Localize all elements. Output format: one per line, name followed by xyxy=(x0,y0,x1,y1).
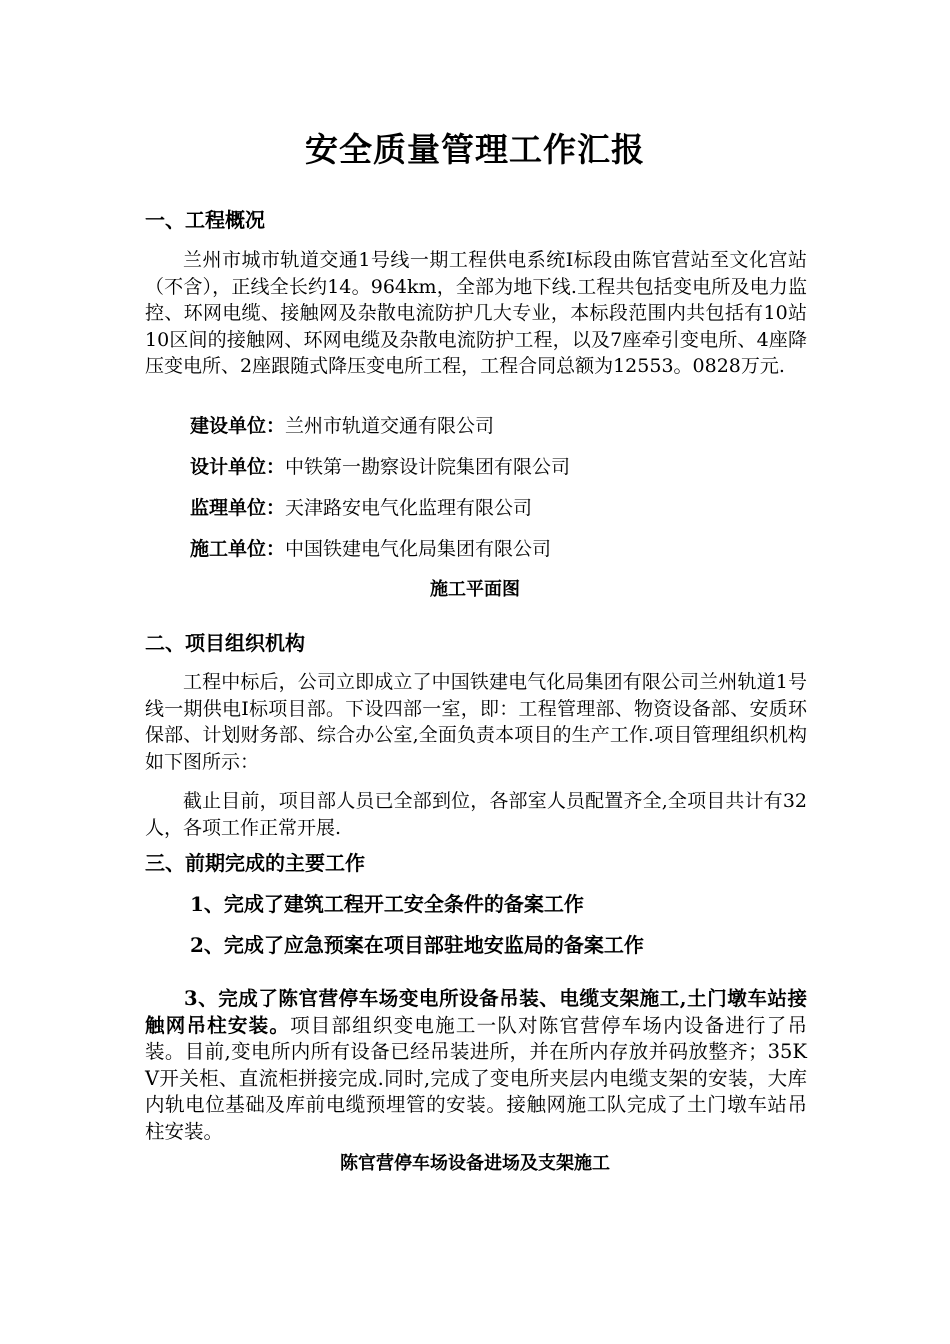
unit-value: 中国铁建电气化局集团有限公司 xyxy=(285,538,552,560)
unit-line-supervision xyxy=(190,494,532,522)
unit-value: 中铁第一勘察设计院集团有限公司 xyxy=(285,456,571,478)
figure-caption-depot: 陈官营停车场设备进场及支架施工 xyxy=(340,1153,610,1174)
organization-paragraph: 工程中标后，公司立即成立了中国铁建电气化局集团有限公司兰州轨道1号线一期供电Ⅰ标项目部。下设四部一室，即：工程管理部、物资设备部、安质环保部、计划财务部、综合办公室,全面负责本项目的生产工作.项目管理组织机构如下图所示： xyxy=(145,671,807,773)
work-item-3-body: 项目部组织变电施工一队对陈官营停车场内设备进行了吊装。目前,变电所内所有设备已经吊装进所，并在所内存放并码放整齐；35KV开关柜、直流柜拼接完成.同时,完成了变电所夹层内电缆支架的安装，大库内轨电位基础及库前电缆预埋管的安装。接触网施工队完成了土门墩车站吊柱安装。 xyxy=(145,1013,807,1143)
work-item-1: 1、完成了建筑工程开工安全条件的备案工作 xyxy=(190,892,584,916)
unit-label: 设计单位： xyxy=(190,456,286,478)
unit-line-construction xyxy=(190,412,494,440)
section-heading-completed-work: 三、前期完成的主要工作 xyxy=(145,851,365,875)
work-item-2: 2、完成了应急预案在项目部驻地安监局的备案工作 xyxy=(190,933,644,957)
unit-label: 施工单位： xyxy=(190,538,286,560)
unit-line-contractor xyxy=(190,535,551,563)
unit-label: 建设单位： xyxy=(190,415,286,437)
unit-value: 天津路安电气化监理有限公司 xyxy=(285,497,533,519)
unit-line-design xyxy=(190,453,570,481)
overview-paragraph: 兰州市城市轨道交通1号线一期工程供电系统Ⅰ标段由陈官营站至文化宫站（不含），正线全长约14。964km，全部为地下线.工程共包括变电所及电力监控、环网电缆、接触网及杂散电流防护几大专业，本标段范围内共包括有10站10区间的接触网、环网电缆及杂散电流防护工程，以及7座牵引变电所、4座降压变电所、2座跟随式降压变电所工程，工程合同总额为12553。0828万元. xyxy=(145,249,807,377)
section-heading-organization: 二、项目组织机构 xyxy=(145,631,305,655)
unit-value: 兰州市轨道交通有限公司 xyxy=(285,415,495,437)
document-title: 安全质量管理工作汇报 xyxy=(305,130,645,169)
staffing-paragraph: 截止目前，项目部人员已全部到位，各部室人员配置齐全,全项目共计有32人，各项工作正常开展. xyxy=(145,790,807,839)
section-heading-overview: 一、工程概况 xyxy=(145,208,265,232)
work-item-3-lead: 3、完成了陈官营停车场变电所设备吊装、电缆支架施工,土门墩车站接触网吊柱安装。 xyxy=(145,987,807,1037)
figure-caption-site-plan: 施工平面图 xyxy=(430,579,520,600)
work-item-3-paragraph xyxy=(145,986,807,1145)
unit-label: 监理单位： xyxy=(190,497,286,519)
